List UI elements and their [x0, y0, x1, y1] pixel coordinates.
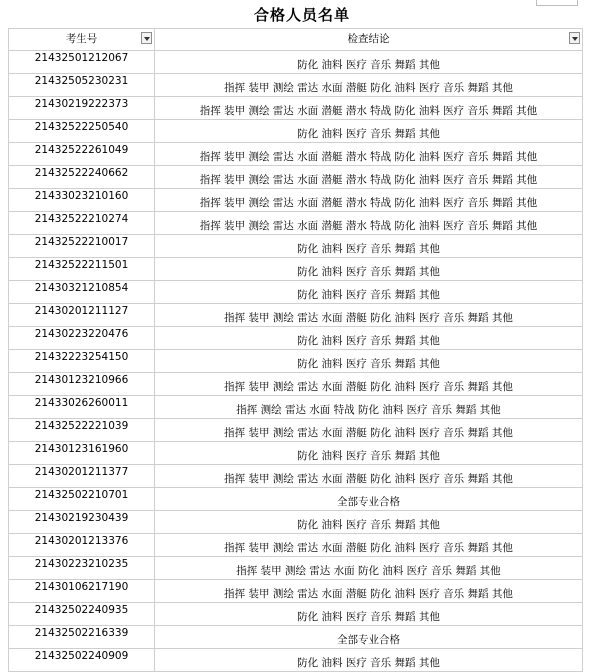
- cell-exam-id[interactable]: 21430223220476: [9, 327, 155, 350]
- cell-conclusion[interactable]: 防化 油料 医疗 音乐 舞蹈 其他: [155, 258, 583, 281]
- table-row: [9, 51, 583, 74]
- title-bar: [0, 0, 604, 28]
- cell-exam-id[interactable]: 21430201211377: [9, 465, 155, 488]
- table-row: [9, 626, 583, 649]
- table-row: [9, 488, 583, 511]
- table-row: [9, 189, 583, 212]
- cell-conclusion[interactable]: 防化 油料 医疗 音乐 舞蹈 其他: [155, 649, 583, 672]
- cell-conclusion[interactable]: 指挥 装甲 测绘 雷达 水面 潜艇 防化 油料 医疗 音乐 舞蹈 其他: [155, 465, 583, 488]
- column-header-label: 检查结论: [347, 33, 390, 45]
- cell-exam-id[interactable]: 21432522211501: [9, 258, 155, 281]
- cell-conclusion[interactable]: 防化 油料 医疗 音乐 舞蹈 其他: [155, 350, 583, 373]
- cell-exam-id[interactable]: 21432502210701: [9, 488, 155, 511]
- cell-exam-id[interactable]: 21432505230231: [9, 74, 155, 97]
- cell-exam-id[interactable]: 21432502216339: [9, 626, 155, 649]
- table-row: [9, 442, 583, 465]
- cell-exam-id[interactable]: 21430201211127: [9, 304, 155, 327]
- table-row: [9, 304, 583, 327]
- table-row: [9, 74, 583, 97]
- table-row: [9, 281, 583, 304]
- cell-conclusion[interactable]: 防化 油料 医疗 音乐 舞蹈 其他: [155, 603, 583, 626]
- cell-exam-id[interactable]: 21432522221039: [9, 419, 155, 442]
- candidates-table: [8, 28, 583, 672]
- table-row: [9, 235, 583, 258]
- table-row: [9, 465, 583, 488]
- cell-exam-id[interactable]: 21432522261049: [9, 143, 155, 166]
- cell-conclusion[interactable]: 全部专业合格: [155, 626, 583, 649]
- cell-conclusion[interactable]: 指挥 装甲 测绘 雷达 水面 潜艇 防化 油料 医疗 音乐 舞蹈 其他: [155, 534, 583, 557]
- cell-exam-id[interactable]: 21433023210160: [9, 189, 155, 212]
- cell-exam-id[interactable]: 21430106217190: [9, 580, 155, 603]
- cell-exam-id[interactable]: 21430219230439: [9, 511, 155, 534]
- column-header-label: 考生号: [65, 33, 98, 45]
- cell-exam-id[interactable]: 21432501212067: [9, 51, 155, 74]
- cell-exam-id[interactable]: 21430201213376: [9, 534, 155, 557]
- cell-exam-id[interactable]: 21430123210966: [9, 373, 155, 396]
- cell-exam-id[interactable]: 21432502240909: [9, 649, 155, 672]
- cell-conclusion[interactable]: 指挥 测绘 雷达 水面 特战 防化 油料 医疗 音乐 舞蹈 其他: [155, 396, 583, 419]
- table-row: [9, 373, 583, 396]
- table-row: [9, 143, 583, 166]
- cell-conclusion[interactable]: 防化 油料 医疗 音乐 舞蹈 其他: [155, 511, 583, 534]
- cell-conclusion[interactable]: 指挥 装甲 测绘 雷达 水面 潜艇 潜水 特战 防化 油料 医疗 音乐 舞蹈 其他: [155, 166, 583, 189]
- cell-conclusion[interactable]: 防化 油料 医疗 音乐 舞蹈 其他: [155, 442, 583, 465]
- header-row: [9, 29, 583, 51]
- table-row: [9, 350, 583, 373]
- table-row: [9, 580, 583, 603]
- table-row: [9, 649, 583, 672]
- cell-conclusion[interactable]: 指挥 装甲 测绘 雷达 水面 潜艇 潜水 特战 防化 油料 医疗 音乐 舞蹈 其他: [155, 189, 583, 212]
- cell-exam-id[interactable]: 21433026260011: [9, 396, 155, 419]
- cell-conclusion[interactable]: 指挥 装甲 测绘 雷达 水面 潜艇 防化 油料 医疗 音乐 舞蹈 其他: [155, 304, 583, 327]
- table-row: [9, 603, 583, 626]
- cell-exam-id[interactable]: 21430321210854: [9, 281, 155, 304]
- table-row: [9, 166, 583, 189]
- column-header-conclusion: [155, 29, 583, 51]
- table-row: [9, 258, 583, 281]
- cell-exam-id[interactable]: 21430123161960: [9, 442, 155, 465]
- sheet-title: 合格人员名单: [253, 6, 350, 24]
- cell-conclusion[interactable]: 防化 油料 医疗 音乐 舞蹈 其他: [155, 327, 583, 350]
- cell-exam-id[interactable]: 21432522210274: [9, 212, 155, 235]
- cell-conclusion[interactable]: 防化 油料 医疗 音乐 舞蹈 其他: [155, 235, 583, 258]
- cell-exam-id[interactable]: 21430223210235: [9, 557, 155, 580]
- cell-conclusion[interactable]: 全部专业合格: [155, 488, 583, 511]
- cell-outline: [536, 0, 578, 6]
- cell-conclusion[interactable]: 防化 油料 医疗 音乐 舞蹈 其他: [155, 281, 583, 304]
- cell-conclusion[interactable]: 指挥 装甲 测绘 雷达 水面 潜艇 潜水 特战 防化 油料 医疗 音乐 舞蹈 其他: [155, 212, 583, 235]
- cell-conclusion[interactable]: 指挥 装甲 测绘 雷达 水面 潜艇 潜水 特战 防化 油料 医疗 音乐 舞蹈 其他: [155, 143, 583, 166]
- cell-conclusion[interactable]: 指挥 装甲 测绘 雷达 水面 潜艇 防化 油料 医疗 音乐 舞蹈 其他: [155, 419, 583, 442]
- table-row: [9, 327, 583, 350]
- filter-dropdown-icon[interactable]: [141, 32, 152, 44]
- cell-conclusion[interactable]: 指挥 装甲 测绘 雷达 水面 潜艇 潜水 特战 防化 油料 医疗 音乐 舞蹈 其他: [155, 97, 583, 120]
- filter-dropdown-icon[interactable]: [569, 32, 580, 44]
- table-row: [9, 534, 583, 557]
- table-row: [9, 396, 583, 419]
- cell-exam-id[interactable]: 21432502240935: [9, 603, 155, 626]
- cell-conclusion[interactable]: 指挥 装甲 测绘 雷达 水面 潜艇 防化 油料 医疗 音乐 舞蹈 其他: [155, 373, 583, 396]
- table-row: [9, 419, 583, 442]
- table-row: [9, 120, 583, 143]
- table-row: [9, 212, 583, 235]
- cell-exam-id[interactable]: 21430219222373: [9, 97, 155, 120]
- cell-conclusion[interactable]: 指挥 装甲 测绘 雷达 水面 潜艇 防化 油料 医疗 音乐 舞蹈 其他: [155, 74, 583, 97]
- table-row: [9, 511, 583, 534]
- cell-exam-id[interactable]: 21432223254150: [9, 350, 155, 373]
- cell-exam-id[interactable]: 21432522250540: [9, 120, 155, 143]
- cell-exam-id[interactable]: 21432522210017: [9, 235, 155, 258]
- table-row: [9, 97, 583, 120]
- cell-conclusion[interactable]: 指挥 装甲 测绘 雷达 水面 潜艇 防化 油料 医疗 音乐 舞蹈 其他: [155, 580, 583, 603]
- cell-conclusion[interactable]: 防化 油料 医疗 音乐 舞蹈 其他: [155, 51, 583, 74]
- column-header-exam-id: [9, 29, 155, 51]
- cell-exam-id[interactable]: 21432522240662: [9, 166, 155, 189]
- table-row: [9, 557, 583, 580]
- cell-conclusion[interactable]: 防化 油料 医疗 音乐 舞蹈 其他: [155, 120, 583, 143]
- cell-conclusion[interactable]: 指挥 装甲 测绘 雷达 水面 防化 油料 医疗 音乐 舞蹈 其他: [155, 557, 583, 580]
